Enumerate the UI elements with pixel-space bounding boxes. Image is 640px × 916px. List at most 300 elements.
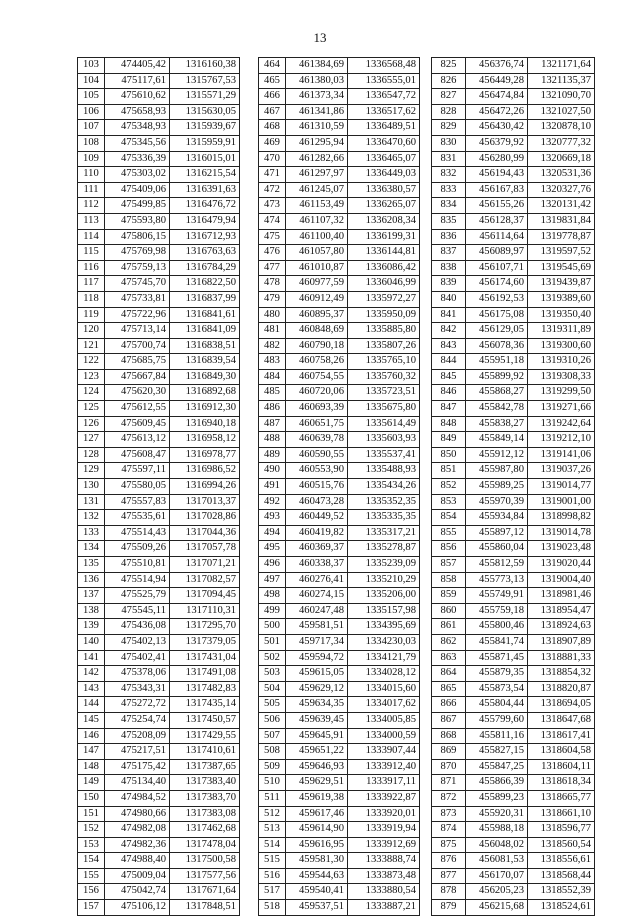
- point-number-cell: 501: [259, 634, 286, 650]
- y-coordinate-cell: 1317383,08: [170, 806, 240, 822]
- x-coordinate-cell: 475667,84: [105, 369, 170, 385]
- y-coordinate-cell: 1333912,40: [348, 759, 420, 775]
- table-row: [78, 666, 240, 682]
- y-coordinate-cell: 1318604,11: [528, 759, 595, 775]
- point-number-cell: 133: [78, 525, 105, 541]
- point-number-cell: 849: [432, 432, 466, 448]
- y-coordinate-cell: 1316841,61: [170, 307, 240, 323]
- table-row: [432, 853, 595, 869]
- point-number-cell: 113: [78, 213, 105, 229]
- table-row: [259, 260, 420, 276]
- table-row: [259, 479, 420, 495]
- x-coordinate-cell: 475593,80: [105, 213, 170, 229]
- table-row: [259, 104, 420, 120]
- x-coordinate-cell: 475348,93: [105, 120, 170, 136]
- x-coordinate-cell: 475613,12: [105, 432, 170, 448]
- x-coordinate-cell: 460754,55: [286, 369, 348, 385]
- coordinates-table-1: [77, 57, 240, 916]
- y-coordinate-cell: 1319350,40: [528, 307, 595, 323]
- x-coordinate-cell: 459629,12: [286, 681, 348, 697]
- table-row: [259, 416, 420, 432]
- y-coordinate-cell: 1319389,60: [528, 291, 595, 307]
- point-number-cell: 841: [432, 307, 466, 323]
- table-row: [259, 167, 420, 183]
- point-number-cell: 875: [432, 837, 466, 853]
- x-coordinate-cell: 455912,12: [466, 447, 528, 463]
- x-coordinate-cell: 475208,09: [105, 728, 170, 744]
- point-number-cell: 138: [78, 603, 105, 619]
- x-coordinate-cell: 474980,66: [105, 806, 170, 822]
- y-coordinate-cell: 1319004,40: [528, 572, 595, 588]
- x-coordinate-cell: 459540,41: [286, 884, 348, 900]
- x-coordinate-cell: 461153,49: [286, 198, 348, 214]
- y-coordinate-cell: 1335760,32: [348, 369, 420, 385]
- table-row: [78, 728, 240, 744]
- table-row: [432, 291, 595, 307]
- table-row: [78, 494, 240, 510]
- point-number-cell: 478: [259, 276, 286, 292]
- point-number-cell: 870: [432, 759, 466, 775]
- table-row: [259, 712, 420, 728]
- y-coordinate-cell: 1318617,41: [528, 728, 595, 744]
- x-coordinate-cell: 461010,87: [286, 260, 348, 276]
- point-number-cell: 469: [259, 135, 286, 151]
- point-number-cell: 827: [432, 89, 466, 105]
- x-coordinate-cell: 460473,28: [286, 494, 348, 510]
- x-coordinate-cell: 460247,48: [286, 603, 348, 619]
- point-number-cell: 871: [432, 775, 466, 791]
- table-row: [432, 603, 595, 619]
- y-coordinate-cell: 1316958,12: [170, 432, 240, 448]
- point-number-cell: 132: [78, 510, 105, 526]
- y-coordinate-cell: 1336547,72: [348, 89, 420, 105]
- x-coordinate-cell: 475733,81: [105, 291, 170, 307]
- point-number-cell: 852: [432, 479, 466, 495]
- point-number-cell: 114: [78, 229, 105, 245]
- y-coordinate-cell: 1336517,62: [348, 104, 420, 120]
- y-coordinate-cell: 1315959,91: [170, 135, 240, 151]
- table-row: [259, 323, 420, 339]
- table-row: [259, 572, 420, 588]
- x-coordinate-cell: 460895,37: [286, 307, 348, 323]
- y-coordinate-cell: 1317410,61: [170, 744, 240, 760]
- table-row: [259, 182, 420, 198]
- x-coordinate-cell: 455759,18: [466, 603, 528, 619]
- x-coordinate-cell: 461057,80: [286, 245, 348, 261]
- x-coordinate-cell: 475509,26: [105, 541, 170, 557]
- point-number-cell: 108: [78, 135, 105, 151]
- x-coordinate-cell: 475336,39: [105, 151, 170, 167]
- x-coordinate-cell: 475514,94: [105, 572, 170, 588]
- y-coordinate-cell: 1317044,36: [170, 525, 240, 541]
- table-row: [259, 463, 420, 479]
- y-coordinate-cell: 1335972,27: [348, 291, 420, 307]
- x-coordinate-cell: 456078,36: [466, 338, 528, 354]
- table-row: [432, 245, 595, 261]
- point-number-cell: 112: [78, 198, 105, 214]
- point-number-cell: 847: [432, 401, 466, 417]
- point-number-cell: 838: [432, 260, 466, 276]
- y-coordinate-cell: 1318661,10: [528, 806, 595, 822]
- table-row: [259, 151, 420, 167]
- point-number-cell: 839: [432, 276, 466, 292]
- y-coordinate-cell: 1318954,47: [528, 603, 595, 619]
- table-row: [78, 650, 240, 666]
- table-row: [259, 541, 420, 557]
- table-row: [78, 603, 240, 619]
- table-row: [432, 837, 595, 853]
- point-number-cell: 468: [259, 120, 286, 136]
- y-coordinate-cell: 1316479,94: [170, 213, 240, 229]
- table-row: [432, 338, 595, 354]
- table-row: [78, 167, 240, 183]
- table-row: [259, 401, 420, 417]
- y-coordinate-cell: 1336470,60: [348, 135, 420, 151]
- table-row: [78, 463, 240, 479]
- point-number-cell: 140: [78, 634, 105, 650]
- point-number-cell: 851: [432, 463, 466, 479]
- y-coordinate-cell: 1316986,52: [170, 463, 240, 479]
- x-coordinate-cell: 456114,64: [466, 229, 528, 245]
- x-coordinate-cell: 460848,69: [286, 323, 348, 339]
- point-number-cell: 116: [78, 260, 105, 276]
- x-coordinate-cell: 455800,46: [466, 619, 528, 635]
- point-number-cell: 481: [259, 323, 286, 339]
- table-row: [259, 494, 420, 510]
- x-coordinate-cell: 459634,35: [286, 697, 348, 713]
- y-coordinate-cell: 1334005,85: [348, 712, 420, 728]
- table-row: [78, 401, 240, 417]
- table-row: [432, 525, 595, 541]
- y-coordinate-cell: 1316160,38: [170, 58, 240, 74]
- point-number-cell: 479: [259, 291, 286, 307]
- y-coordinate-cell: 1316912,30: [170, 401, 240, 417]
- table-row: [78, 588, 240, 604]
- table-row: [78, 697, 240, 713]
- x-coordinate-cell: 475759,13: [105, 260, 170, 276]
- point-number-cell: 502: [259, 650, 286, 666]
- point-number-cell: 128: [78, 447, 105, 463]
- point-number-cell: 111: [78, 182, 105, 198]
- table-row: [432, 790, 595, 806]
- y-coordinate-cell: 1318552,39: [528, 884, 595, 900]
- y-coordinate-cell: 1316476,72: [170, 198, 240, 214]
- point-number-cell: 483: [259, 354, 286, 370]
- x-coordinate-cell: 475402,41: [105, 650, 170, 666]
- x-coordinate-cell: 475402,13: [105, 634, 170, 650]
- point-number-cell: 473: [259, 198, 286, 214]
- x-coordinate-cell: 455811,16: [466, 728, 528, 744]
- x-coordinate-cell: 456129,05: [466, 323, 528, 339]
- point-number-cell: 508: [259, 744, 286, 760]
- point-number-cell: 866: [432, 697, 466, 713]
- x-coordinate-cell: 456376,74: [466, 58, 528, 74]
- y-coordinate-cell: 1321027,50: [528, 104, 595, 120]
- point-number-cell: 495: [259, 541, 286, 557]
- x-coordinate-cell: 475272,72: [105, 697, 170, 713]
- table-row: [78, 416, 240, 432]
- x-coordinate-cell: 460449,52: [286, 510, 348, 526]
- x-coordinate-cell: 456128,37: [466, 213, 528, 229]
- table-row: [259, 385, 420, 401]
- point-number-cell: 103: [78, 58, 105, 74]
- y-coordinate-cell: 1317450,57: [170, 712, 240, 728]
- y-coordinate-cell: 1316940,18: [170, 416, 240, 432]
- x-coordinate-cell: 475769,98: [105, 245, 170, 261]
- x-coordinate-cell: 475175,42: [105, 759, 170, 775]
- y-coordinate-cell: 1316837,99: [170, 291, 240, 307]
- x-coordinate-cell: 455849,14: [466, 432, 528, 448]
- point-number-cell: 110: [78, 167, 105, 183]
- x-coordinate-cell: 461245,07: [286, 182, 348, 198]
- table-row: [78, 853, 240, 869]
- x-coordinate-cell: 460693,39: [286, 401, 348, 417]
- y-coordinate-cell: 1319271,66: [528, 401, 595, 417]
- table-row: [259, 728, 420, 744]
- x-coordinate-cell: 455970,39: [466, 494, 528, 510]
- y-coordinate-cell: 1320669,18: [528, 151, 595, 167]
- point-number-cell: 833: [432, 182, 466, 198]
- point-number-cell: 157: [78, 900, 105, 916]
- point-number-cell: 136: [78, 572, 105, 588]
- table-row: [259, 806, 420, 822]
- y-coordinate-cell: 1317379,05: [170, 634, 240, 650]
- y-coordinate-cell: 1334000,59: [348, 728, 420, 744]
- table-row: [432, 167, 595, 183]
- table-row: [259, 634, 420, 650]
- table-row: [432, 401, 595, 417]
- point-number-cell: 868: [432, 728, 466, 744]
- x-coordinate-cell: 455812,59: [466, 557, 528, 573]
- y-coordinate-cell: 1333922,87: [348, 790, 420, 806]
- point-number-cell: 488: [259, 432, 286, 448]
- table-row: [432, 463, 595, 479]
- table-row: [259, 354, 420, 370]
- point-number-cell: 489: [259, 447, 286, 463]
- point-number-cell: 484: [259, 369, 286, 385]
- y-coordinate-cell: 1335206,00: [348, 588, 420, 604]
- y-coordinate-cell: 1319311,89: [528, 323, 595, 339]
- table-row: [78, 354, 240, 370]
- point-number-cell: 825: [432, 58, 466, 74]
- x-coordinate-cell: 456170,07: [466, 868, 528, 884]
- point-number-cell: 834: [432, 198, 466, 214]
- x-coordinate-cell: 459629,51: [286, 775, 348, 791]
- point-number-cell: 475: [259, 229, 286, 245]
- point-number-cell: 143: [78, 681, 105, 697]
- x-coordinate-cell: 460758,26: [286, 354, 348, 370]
- y-coordinate-cell: 1336568,48: [348, 58, 420, 74]
- y-coordinate-cell: 1335210,29: [348, 572, 420, 588]
- point-number-cell: 115: [78, 245, 105, 261]
- y-coordinate-cell: 1334230,03: [348, 634, 420, 650]
- y-coordinate-cell: 1317028,86: [170, 510, 240, 526]
- point-number-cell: 862: [432, 634, 466, 650]
- x-coordinate-cell: 475713,14: [105, 323, 170, 339]
- table-row: [78, 900, 240, 916]
- x-coordinate-cell: 459619,38: [286, 790, 348, 806]
- x-coordinate-cell: 461380,03: [286, 73, 348, 89]
- table-row: [432, 806, 595, 822]
- x-coordinate-cell: 456205,23: [466, 884, 528, 900]
- table-row: [78, 229, 240, 245]
- point-number-cell: 153: [78, 837, 105, 853]
- x-coordinate-cell: 475436,08: [105, 619, 170, 635]
- x-coordinate-cell: 475545,11: [105, 603, 170, 619]
- y-coordinate-cell: 1317110,31: [170, 603, 240, 619]
- point-number-cell: 154: [78, 853, 105, 869]
- point-number-cell: 500: [259, 619, 286, 635]
- x-coordinate-cell: 459717,34: [286, 634, 348, 650]
- point-number-cell: 514: [259, 837, 286, 853]
- point-number-cell: 129: [78, 463, 105, 479]
- point-number-cell: 503: [259, 666, 286, 682]
- point-number-cell: 865: [432, 681, 466, 697]
- y-coordinate-cell: 1335434,26: [348, 479, 420, 495]
- table-row: [78, 432, 240, 448]
- y-coordinate-cell: 1320131,42: [528, 198, 595, 214]
- x-coordinate-cell: 455989,25: [466, 479, 528, 495]
- point-number-cell: 109: [78, 151, 105, 167]
- y-coordinate-cell: 1319014,77: [528, 479, 595, 495]
- y-coordinate-cell: 1318694,05: [528, 697, 595, 713]
- x-coordinate-cell: 456430,42: [466, 120, 528, 136]
- y-coordinate-cell: 1321135,37: [528, 73, 595, 89]
- x-coordinate-cell: 475700,74: [105, 338, 170, 354]
- y-coordinate-cell: 1335950,09: [348, 307, 420, 323]
- x-coordinate-cell: 456081,53: [466, 853, 528, 869]
- x-coordinate-cell: 459537,51: [286, 900, 348, 916]
- point-number-cell: 470: [259, 151, 286, 167]
- x-coordinate-cell: 475217,51: [105, 744, 170, 760]
- table-row: [259, 744, 420, 760]
- table-row: [78, 369, 240, 385]
- table-row: [259, 681, 420, 697]
- y-coordinate-cell: 1333888,74: [348, 853, 420, 869]
- y-coordinate-cell: 1335765,10: [348, 354, 420, 370]
- y-coordinate-cell: 1317295,70: [170, 619, 240, 635]
- point-number-cell: 857: [432, 557, 466, 573]
- table-row: [259, 58, 420, 74]
- point-number-cell: 874: [432, 822, 466, 838]
- x-coordinate-cell: 456089,97: [466, 245, 528, 261]
- y-coordinate-cell: 1336046,99: [348, 276, 420, 292]
- y-coordinate-cell: 1320327,76: [528, 182, 595, 198]
- x-coordinate-cell: 456155,26: [466, 198, 528, 214]
- y-coordinate-cell: 1317071,21: [170, 557, 240, 573]
- y-coordinate-cell: 1316763,63: [170, 245, 240, 261]
- point-number-cell: 144: [78, 697, 105, 713]
- table-row: [432, 510, 595, 526]
- y-coordinate-cell: 1317082,57: [170, 572, 240, 588]
- table-row: [432, 416, 595, 432]
- table-row: [432, 323, 595, 339]
- x-coordinate-cell: 474982,08: [105, 822, 170, 838]
- x-coordinate-cell: 475535,61: [105, 510, 170, 526]
- table-row: [432, 182, 595, 198]
- table-row: [432, 775, 595, 791]
- y-coordinate-cell: 1318998,82: [528, 510, 595, 526]
- table-row: [432, 494, 595, 510]
- x-coordinate-cell: 455873,54: [466, 681, 528, 697]
- table-row: [432, 681, 595, 697]
- y-coordinate-cell: 1317848,51: [170, 900, 240, 916]
- table-row: [78, 291, 240, 307]
- point-number-cell: 126: [78, 416, 105, 432]
- table-row: [432, 619, 595, 635]
- table-row: [78, 510, 240, 526]
- point-number-cell: 464: [259, 58, 286, 74]
- y-coordinate-cell: 1319308,33: [528, 369, 595, 385]
- y-coordinate-cell: 1335723,51: [348, 385, 420, 401]
- x-coordinate-cell: 455934,84: [466, 510, 528, 526]
- y-coordinate-cell: 1318568,44: [528, 868, 595, 884]
- y-coordinate-cell: 1316978,77: [170, 447, 240, 463]
- y-coordinate-cell: 1333887,21: [348, 900, 420, 916]
- x-coordinate-cell: 461341,86: [286, 104, 348, 120]
- y-coordinate-cell: 1315571,29: [170, 89, 240, 105]
- y-coordinate-cell: 1333920,01: [348, 806, 420, 822]
- y-coordinate-cell: 1336265,07: [348, 198, 420, 214]
- y-coordinate-cell: 1334017,62: [348, 697, 420, 713]
- table-row: [78, 104, 240, 120]
- point-number-cell: 480: [259, 307, 286, 323]
- point-number-cell: 853: [432, 494, 466, 510]
- y-coordinate-cell: 1318924,63: [528, 619, 595, 635]
- y-coordinate-cell: 1317383,40: [170, 775, 240, 791]
- x-coordinate-cell: 459639,45: [286, 712, 348, 728]
- y-coordinate-cell: 1320777,32: [528, 135, 595, 151]
- x-coordinate-cell: 474405,42: [105, 58, 170, 74]
- point-number-cell: 146: [78, 728, 105, 744]
- x-coordinate-cell: 475806,15: [105, 229, 170, 245]
- y-coordinate-cell: 1319020,44: [528, 557, 595, 573]
- x-coordinate-cell: 455866,39: [466, 775, 528, 791]
- point-number-cell: 835: [432, 213, 466, 229]
- table-row: [78, 525, 240, 541]
- y-coordinate-cell: 1335885,80: [348, 323, 420, 339]
- point-number-cell: 843: [432, 338, 466, 354]
- y-coordinate-cell: 1319831,84: [528, 213, 595, 229]
- y-coordinate-cell: 1316712,93: [170, 229, 240, 245]
- x-coordinate-cell: 461295,94: [286, 135, 348, 151]
- y-coordinate-cell: 1318618,34: [528, 775, 595, 791]
- table-row: [259, 837, 420, 853]
- point-number-cell: 476: [259, 245, 286, 261]
- x-coordinate-cell: 456107,71: [466, 260, 528, 276]
- x-coordinate-cell: 460912,49: [286, 291, 348, 307]
- table-row: [432, 104, 595, 120]
- point-number-cell: 147: [78, 744, 105, 760]
- x-coordinate-cell: 459645,91: [286, 728, 348, 744]
- table-row: [432, 759, 595, 775]
- y-coordinate-cell: 1319545,69: [528, 260, 595, 276]
- x-coordinate-cell: 455860,04: [466, 541, 528, 557]
- table-row: [259, 650, 420, 666]
- x-coordinate-cell: 475525,79: [105, 588, 170, 604]
- table-row: [259, 229, 420, 245]
- y-coordinate-cell: 1317431,04: [170, 650, 240, 666]
- y-coordinate-cell: 1335614,49: [348, 416, 420, 432]
- y-coordinate-cell: 1319001,00: [528, 494, 595, 510]
- x-coordinate-cell: 456472,26: [466, 104, 528, 120]
- point-number-cell: 513: [259, 822, 286, 838]
- x-coordinate-cell: 459581,51: [286, 619, 348, 635]
- y-coordinate-cell: 1318981,46: [528, 588, 595, 604]
- x-coordinate-cell: 455920,31: [466, 806, 528, 822]
- table-row: [259, 369, 420, 385]
- y-coordinate-cell: 1316838,51: [170, 338, 240, 354]
